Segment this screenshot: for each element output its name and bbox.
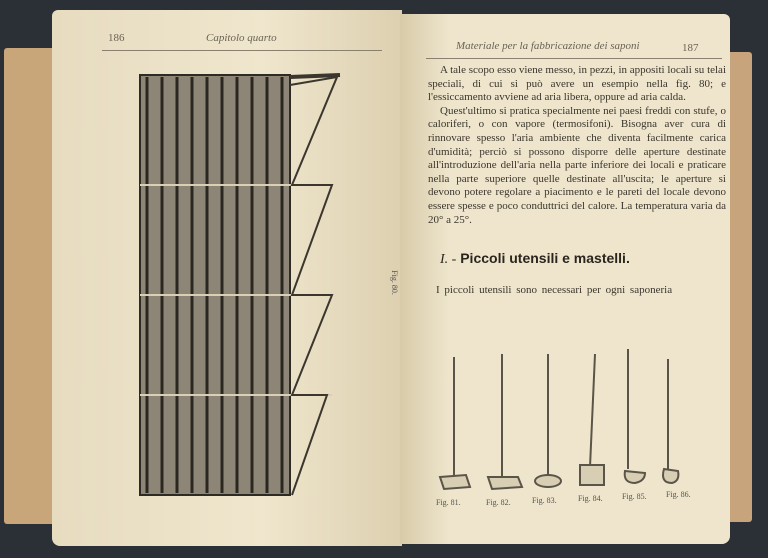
right-page	[400, 14, 730, 544]
figure-caption: Fig. 85.	[622, 492, 647, 501]
intro-line: I piccoli utensili sono necessari per ogni saponeria	[436, 284, 673, 297]
left-page	[52, 10, 402, 546]
running-head: Materiale per la fabbricazione dei saponi	[456, 40, 640, 52]
drying-rack-illustration	[132, 65, 347, 505]
paragraph: Quest'ultimo si pratica specialmente nei paesi freddi con stufe, o caloriferi, o con vapore (termosifoni). Bisogna aver cura di rinnovare spesso l'aria ambiente che diventa facilmente carica d'umidità; perciò si possono disporre delle aperture destinate all'introduzione dell'aria nella parte inferiore dei locali e praticare nella parte superiore quelle destinate all'uscita; le aperture si devono potere regolare a piacimento e le pareti del locale devono essere spesse e poco conduttrici del calore. La temperatura varia da 20° a 25°.	[428, 104, 726, 226]
paragraph: A tale scopo esso viene messo, in pezzi, in appositi locali su telai speciali, di cui si può avere un esempio nella fig. 80; e l'essiccamento avviene ad aria libera, oppure ad aria calda.	[428, 64, 726, 104]
figure-80-caption: Fig. 80.	[389, 270, 399, 295]
figure-caption: Fig. 81.	[436, 498, 461, 507]
text-column	[428, 64, 726, 297]
section-title: Piccoli utensili e mastelli.	[460, 250, 630, 267]
header-rule	[102, 50, 382, 51]
header-rule	[426, 58, 722, 59]
figure-caption: Fig. 82.	[486, 498, 511, 507]
figure-caption: Fig. 84.	[578, 494, 603, 503]
page-number: 187	[682, 42, 699, 54]
section-heading	[428, 249, 726, 269]
utensils-illustration	[430, 349, 730, 494]
page-number: 186	[108, 32, 125, 44]
body-text	[428, 64, 726, 227]
figure-caption: Fig. 86.	[666, 490, 691, 499]
section-number: I. -	[440, 252, 457, 268]
figure-caption: Fig. 83.	[532, 496, 557, 505]
running-head: Capitolo quarto	[206, 32, 277, 44]
